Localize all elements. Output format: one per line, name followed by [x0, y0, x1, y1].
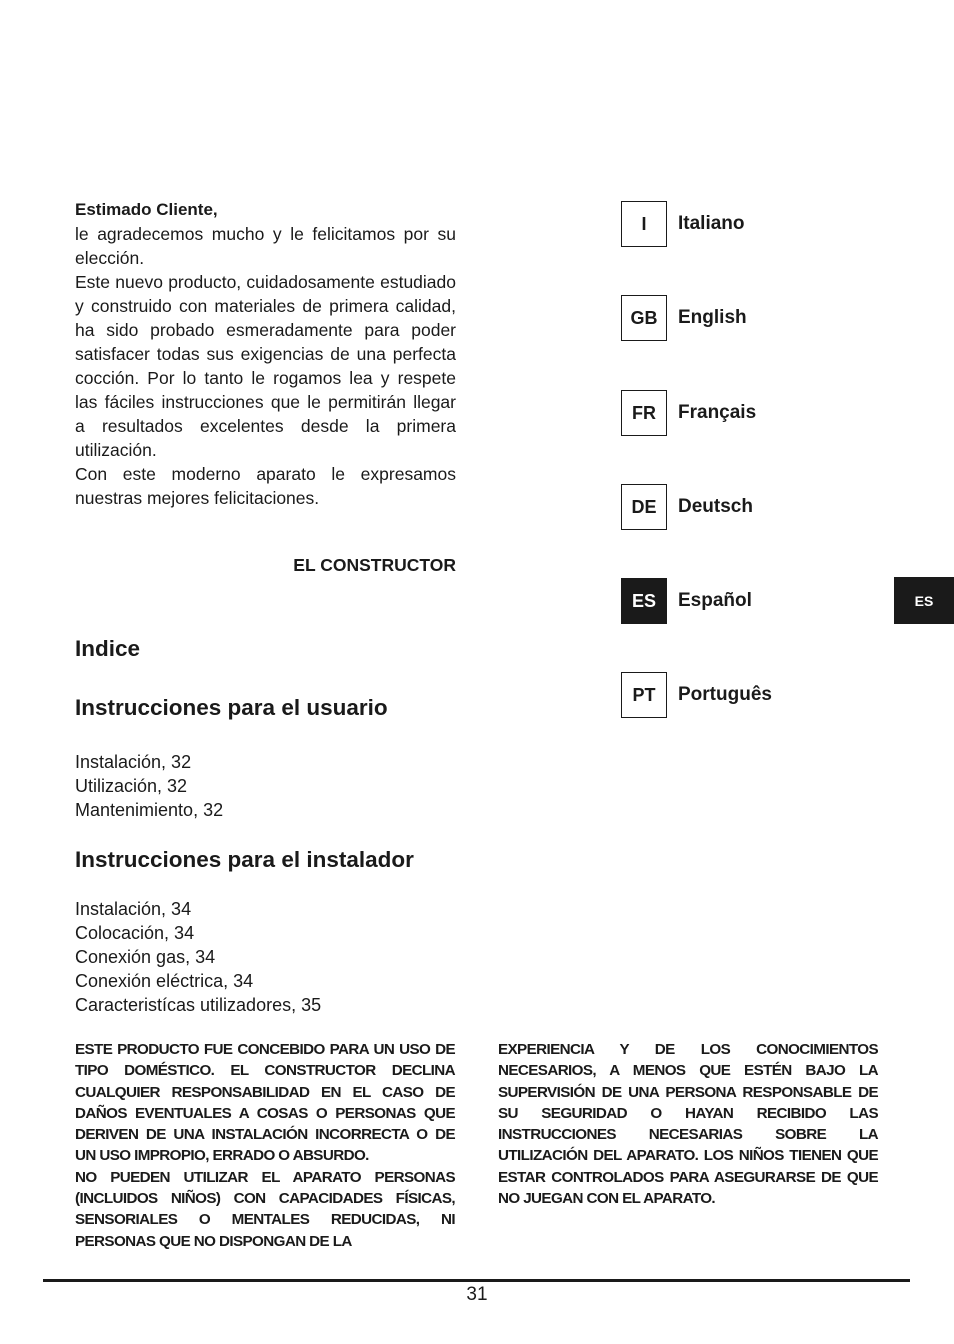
intro-paragraph: Este nuevo producto, cuidadosamente estudiado y construido con materiales de primera calidad, ha sido probado esmeradamente para poder satisfacer todas sus exigencias de una perfecta cocción. Por lo tanto le rogamos lea y respete las fáciles instrucciones que le permitirán llegar a resultados excelentes desde la primera utilización. — [75, 272, 456, 460]
language-english[interactable] — [621, 294, 747, 342]
language-name: Italiano — [678, 213, 745, 234]
language-deutsch[interactable] — [621, 483, 753, 531]
installer-section-title: Instrucciones para el instalador — [75, 847, 414, 872]
side-language-tab: ES — [894, 577, 954, 624]
language-code: GB — [621, 295, 667, 341]
toc-item: Utilización, 32 — [75, 776, 188, 796]
toc-item: Instalación, 34 — [75, 899, 192, 919]
language-code: ES — [621, 578, 667, 624]
signature: EL CONSTRUCTOR — [293, 555, 456, 575]
language-code: DE — [621, 484, 667, 530]
index-title: Indice — [75, 636, 141, 661]
toc-item: Colocación, 34 — [75, 923, 195, 943]
toc-item: Instalación, 32 — [75, 752, 192, 772]
language-francais[interactable] — [621, 389, 756, 437]
warning-paragraph: NO PUEDEN UTILIZAR EL APARATO PERSONAS (INCLUIDOS NIÑOS) CON CAPACIDADES FÍSICAS, SENSORIALES O MENTALES REDUCIDAS, NI PERSONAS QUE NO DISPONGAN DE LA — [75, 1168, 455, 1250]
language-code: PT — [621, 672, 667, 718]
language-code: FR — [621, 390, 667, 436]
page-number: 31 — [466, 1284, 488, 1305]
warning-paragraph: EXPERIENCIA Y DE LOS CONOCIMIENTOS NECESARIOS, A MENOS QUE ESTÉN BAJO LA SUPERVISIÓN DE UNA PERSONA RESPONSABLE DE SU SEGURIDAD O HAYAN RECIBIDO LAS INSTRUCCIONES NECESARIAS SOBRE LA UTILIZACIÓN DEL APARATO. LOS NIÑOS TIENEN QUE ESTAR CONTROLADOS PARA ASEGURARSE DE QUE NO JUEGAN CON EL APARATO. — [498, 1041, 878, 1208]
user-toc — [75, 750, 223, 822]
language-name: Português — [678, 684, 772, 705]
language-name: Español — [678, 590, 752, 611]
language-code: I — [621, 201, 667, 247]
footer-divider — [43, 1279, 910, 1282]
language-name: English — [678, 307, 747, 328]
toc-item: Caracteristícas utilizadores, 35 — [75, 995, 322, 1015]
language-name: Deutsch — [678, 496, 753, 517]
language-italiano[interactable] — [621, 200, 745, 248]
warning-left — [75, 1039, 455, 1252]
language-name: Français — [678, 402, 757, 423]
intro-letter — [75, 198, 456, 510]
warning-paragraph: ESTE PRODUCTO FUE CONCEBIDO PARA UN USO DE TIPO DOMÉSTICO. EL CONSTRUCTOR DECLINA CUALQUIER RESPONSABILIDAD EN EL CASO DE DAÑOS EVENTUALES A COSAS O PERSONAS QUE DERIVEN DE UNA INSTALACIÓN INCORRECTA O DE UN USO IMPROPIO, ERRADO O ABSURDO. — [75, 1041, 455, 1165]
warning-right — [498, 1039, 878, 1209]
intro-body — [75, 222, 456, 510]
intro-paragraph: Con este moderno aparato le expresamos nuestras mejores felicitaciones. — [75, 464, 456, 508]
language-portugues[interactable] — [621, 671, 772, 719]
toc-item: Conexión gas, 34 — [75, 947, 216, 967]
installer-toc — [75, 897, 321, 1017]
toc-item: Mantenimiento, 32 — [75, 800, 224, 820]
language-espanol[interactable] — [621, 577, 752, 625]
intro-paragraph: le agradecemos mucho y le felicitamos por su elección. — [75, 224, 456, 268]
user-section-title: Instrucciones para el usuario — [75, 695, 388, 720]
toc-item: Conexión eléctrica, 34 — [75, 971, 254, 991]
greeting: Estimado Cliente, — [75, 200, 218, 219]
